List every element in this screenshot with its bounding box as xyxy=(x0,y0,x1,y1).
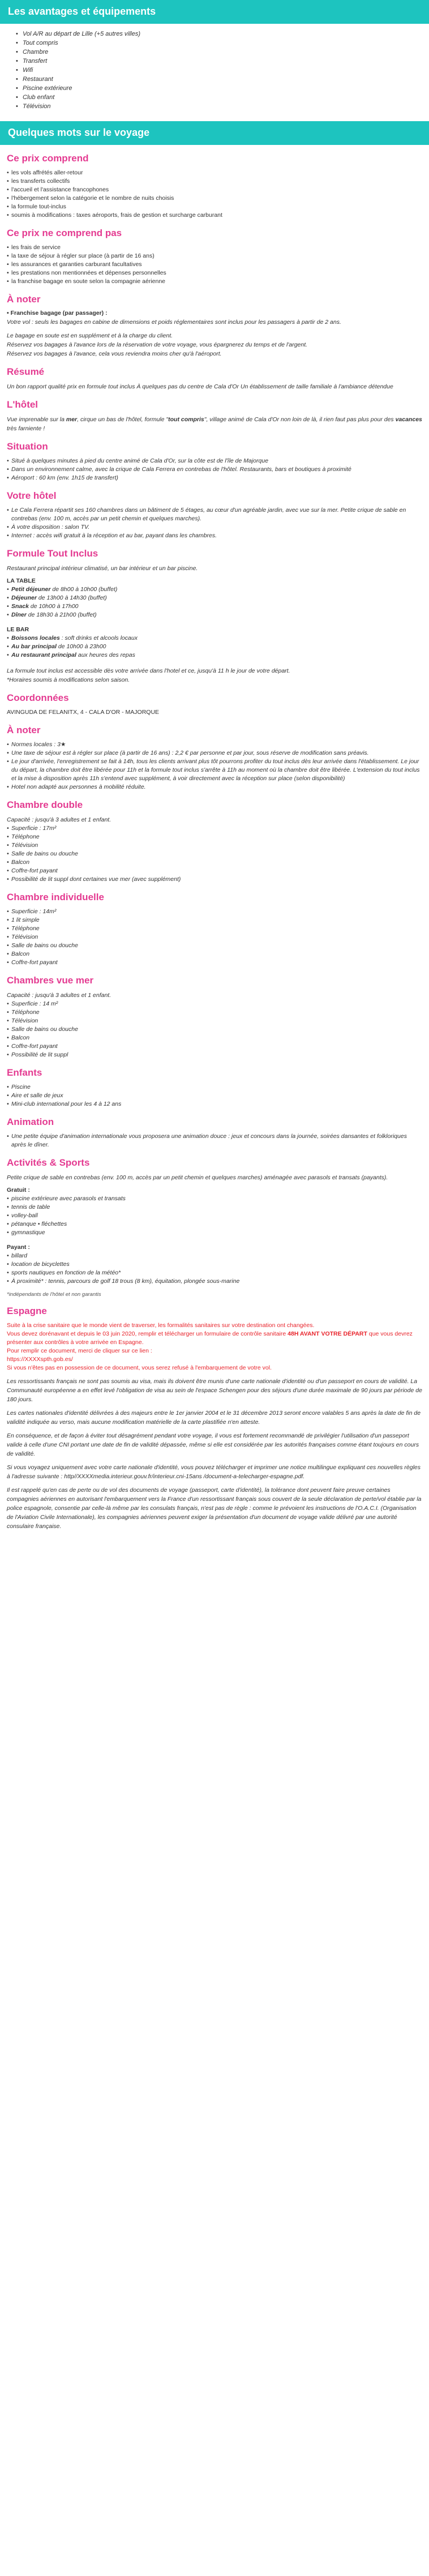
item-value: de 18h30 à 21h00 (buffet) xyxy=(26,611,97,618)
list-item: • Télévision xyxy=(7,1017,422,1025)
bar-label: LE BAR xyxy=(7,626,29,633)
list-item: • tennis de table xyxy=(7,1203,422,1212)
paragraph: Les ressortissants français ne sont pas soumis au visa, mais ils doivent être munis d'une carte nationale d'identité ou d'un passeport en cours de validité. La Communauté européenne a en effet levé l'obligation de visa au sein de l'espace Schengen pour des séjours d'une durée maximale de 90 jours par période de 180 jours. xyxy=(7,1378,422,1403)
bar-list xyxy=(7,634,422,660)
list-item: • sports nautiques en fonction de la météo* xyxy=(7,1269,422,1277)
list-item: • Le Cala Ferrera répartit ses 160 chambres dans un bâtiment de 5 étages, au cœur d'un agréable jardin, avec vue sur la mer. Petite crique de sable en contrebas (env. 100 m, accès par un petit chemin et quelques marches). xyxy=(7,506,422,523)
list-item: • la formule tout-inclus xyxy=(7,203,422,211)
list-item: • soumis à modifications : taxes aéroports, frais de gestion et surcharge carburant xyxy=(7,211,422,220)
item-label: Boissons locales xyxy=(11,635,60,641)
section-title-animation: Animation xyxy=(7,1116,54,1127)
list-item: • les frais de service xyxy=(7,243,422,252)
list-item: • la franchise bagage en soute selon la compagnie aérienne xyxy=(7,277,422,286)
list-item: • Télévision xyxy=(7,841,422,850)
list-item: • Piscine xyxy=(7,1083,422,1092)
list-item xyxy=(7,594,422,602)
list-item: • Téléphone xyxy=(7,833,422,841)
voyage-band: Quelques mots sur le voyage xyxy=(0,121,429,145)
gratuit-label: Gratuit : xyxy=(7,1187,30,1193)
list-item: • Piscine extérieure xyxy=(16,84,429,93)
item-value: de 13h00 à 14h30 (buffet) xyxy=(36,594,107,601)
list-item: • Une petite équipe d'animation internationale vous proposera une animation douce : jeux et concours dans la journée, soirées dansantes et folkloriques après le dîner. xyxy=(7,1132,422,1149)
list-item: • Wifi xyxy=(16,66,429,75)
list-item: • Télévision xyxy=(7,933,422,942)
section-title-enfants: Enfants xyxy=(7,1067,42,1078)
list-item: • Balcon xyxy=(7,858,422,867)
list-item xyxy=(7,643,422,651)
situation-list xyxy=(7,457,422,482)
item-value: de 10h00 à 17h00 xyxy=(28,603,79,610)
list-item: • les prestations non mentionnées et dépenses personnelles xyxy=(7,269,422,277)
list-item: • les assurances et garanties carburant facultatives xyxy=(7,260,422,269)
payant-label: Payant : xyxy=(7,1244,30,1251)
section-title-chambre-double: Chambre double xyxy=(7,799,83,810)
text-run: Vue imprenable sur la xyxy=(7,416,66,423)
paragraph: Un bon rapport qualité prix en formule tout inclus À quelques pas du centre de Cala d'Or Un établissement de taille familiale à l'ambiance détendue xyxy=(7,383,393,390)
item-label: Snack xyxy=(11,603,29,610)
list-item: • Superficie : 14 m² xyxy=(7,1000,422,1008)
sanitary-form-link[interactable]: https://XXXXspth.gob.es/ xyxy=(7,1356,73,1363)
item-value: : soft drinks et alcools locaux xyxy=(59,635,138,641)
list-item: • Vol A/R au départ de Lille (+5 autres villes) xyxy=(16,29,429,38)
text-run: , cirque un bas de l'hôtel, formule " xyxy=(77,416,169,423)
advantages-list xyxy=(16,29,429,111)
text-run-bold: vacances xyxy=(395,416,422,423)
alert-line: Si vous n'êtes pas en possession de ce document, vous serez refusé à l'embarquement de votre vol. xyxy=(7,1364,272,1371)
alert-line: Pour remplir ce document, merci de cliquer sur ce lien : xyxy=(7,1347,152,1354)
list-item: • Mini-club international pour les 4 à 12 ans xyxy=(7,1100,422,1109)
list-item: • Le jour d'arrivée, l'enregistrement se fait à 14h, tous les clients arrivant plus tôt pourrons profiter du tout inclus dès leur arrivée dans l'établissement. Le jour du départ, la chambre doit être libérée pour 11h et la formule tout inclus s'arrête à 11h au moment où la chambre doit être libérée. L'extension du tout inclus et la mise à disposition après 11h s'entend avec supplément, à voir directement avec la réception sur place (selon disponibilité) xyxy=(7,758,422,783)
section-title-a-noter: À noter xyxy=(7,294,41,305)
section-title-coordonnees: Coordonnées xyxy=(7,692,69,703)
votre-hotel-list xyxy=(7,506,422,540)
sanitary-alert xyxy=(7,1321,422,1372)
list-item: • Coffre-fort payant xyxy=(7,958,422,967)
a-noter-list xyxy=(7,741,422,791)
list-item: • Possibilité de lit suppl xyxy=(7,1051,422,1059)
list-item: • Coffre-fort payant xyxy=(7,867,422,875)
paragraph: Réservez vos bagages à l'avance, cela vous reviendra moins cher qu'à l'aéroport. xyxy=(7,350,222,357)
paragraph: En conséquence, et de façon à éviter tout désagrément pendant votre voyage, il vous est fortement recommandé de privilégier l'utilisation d'un passeport valide à celle d'une CNI portant une date de fin de validité dépassée, même si elle est considérée par les autorités françaises comme étant toujours en cours de validité. xyxy=(7,1432,419,1457)
list-item: • Salle de bains ou douche xyxy=(7,850,422,858)
paragraph: Restaurant principal intérieur climatisé, un bar intérieur et un bar piscine. xyxy=(7,565,198,572)
section-title-activites: Activités & Sports xyxy=(7,1157,90,1168)
table-label: LA TABLE xyxy=(7,577,36,584)
paragraph: Il est rappelé qu'en cas de perte ou de vol des documents de voyage (passeport, carte d'identité), la tolérance dont peuvent faire preuve certaines compagnies aériennes en autorisant l'embarquement vers la France d'un ressortissant français sous couvert de la seule déclaration de perte/vol établie par la police espagnole, consentie par celle-là même par les consulats français, n'est pas de règle : comme le prévoient les instructions de l'O.A.C.I. (Organisation de l'Aviation Civile Internationale), les compagnies aériennes peuvent exiger la présentation d'un document de voyage valide délivré par une autorité consulaire française. xyxy=(7,1487,422,1530)
text-run: ", village animé de Cala d'Or non loin de là, il rien faut pas plus pour des xyxy=(204,416,396,423)
paragraph: *Horaires soumis à modifications selon saison. xyxy=(7,677,130,683)
payant-list xyxy=(7,1252,422,1286)
list-item: • Situé à quelques minutes à pied du centre animé de Cala d'Or, sur la côte est de l'île de Majorque xyxy=(7,457,422,465)
list-item: • Salle de bains ou douche xyxy=(7,1025,422,1034)
section-title-hotel: L'hôtel xyxy=(7,399,38,410)
list-item: • Balcon xyxy=(7,1034,422,1042)
section-title-votre-hotel: Votre hôtel xyxy=(7,490,57,501)
section-title-formule: Formule Tout Inclus xyxy=(7,548,98,559)
item-label: Déjeuner xyxy=(11,594,37,601)
section-title-resume: Résumé xyxy=(7,366,45,377)
list-item: • les transferts collectifs xyxy=(7,177,422,186)
list-item: • Superficie : 14m² xyxy=(7,908,422,916)
paragraph: La formule tout inclus est accessible dès votre arrivée dans l'hotel et ce, jusqu'à 11 h le jour de votre départ. xyxy=(7,667,290,674)
paragraph: Réservez vos bagages à l'avance lors de la réservation de votre voyage, vous épargnerez du temps et de l'argent. xyxy=(7,341,308,348)
chambre-individuelle-list xyxy=(7,908,422,967)
prix-ne-comprend-list xyxy=(7,243,422,286)
text-run-bold: 48H AVANT VOTRE DÉPART xyxy=(288,1330,367,1337)
section-title-chambres-vue-mer: Chambres vue mer xyxy=(7,975,94,986)
list-item: • Aire et salle de jeux xyxy=(7,1092,422,1100)
chambres-vue-mer-list xyxy=(7,1000,422,1059)
section-title-situation: Situation xyxy=(7,441,48,452)
list-item xyxy=(7,602,422,611)
list-item: • Aéroport : 60 km (env. 1h15 de transfert) xyxy=(7,474,422,482)
text-run: Vous devez dorénavant et depuis le 03 juin 2020, remplir et télécharger un formulaire de contrôle sanitaire xyxy=(7,1330,288,1337)
list-item: • gymnastique xyxy=(7,1229,422,1237)
text-run-bold: mer xyxy=(66,416,78,423)
footnote: *indépendants de l'hôtel et non garantis xyxy=(7,1291,101,1298)
list-item: • Normes locales : 3★ xyxy=(7,741,422,749)
item-value: aux heures des repas xyxy=(76,652,135,658)
section-title-espagne: Espagne xyxy=(7,1306,47,1316)
enfants-list xyxy=(7,1083,422,1109)
list-item: • Dans un environnement calme, avec la crique de Cala Ferrera en contrebas de l'hôtel. Restaurants, bars et boutiques à proximité xyxy=(7,465,422,474)
paragraph: Les cartes nationales d'identité délivrées à des majeurs entre le 1er janvier 2004 et le 31 décembre 2013 seront encore valables 5 ans après la date de fin de validité indiquée au verso, mais aucune modification matérielle de la carte plastifiée n'en atteste. xyxy=(7,1410,421,1426)
list-item: • Possibilité de lit suppl dont certaines vue mer (avec supplément) xyxy=(7,875,422,884)
capacity: Capacité : jusqu'à 3 adultes et 1 enfant. xyxy=(7,992,111,999)
list-item: • l'hébergement selon la catégorie et le nombre de nuits choisis xyxy=(7,194,422,203)
item-label: Au bar principal xyxy=(11,643,57,650)
item-label: Petit déjeuner xyxy=(11,586,51,593)
list-item: • Balcon xyxy=(7,950,422,958)
paragraph: Petite crique de sable en contrebas (env. 100 m, accès par un petit chemin et quelques marches) aménagée avec parasols et transats (payants). xyxy=(7,1174,388,1181)
list-item: • Transfert xyxy=(16,57,429,66)
list-item xyxy=(7,585,422,594)
list-item: • À proximité* : tennis, parcours de golf 18 trous (8 km), équitation, plongée sous-marine xyxy=(7,1277,422,1286)
animation-list xyxy=(7,1132,422,1149)
list-item: • Téléphone xyxy=(7,925,422,933)
advantages-band: Les avantages et équipements xyxy=(0,0,429,24)
item-value: de 10h00 à 23h00 xyxy=(56,643,106,650)
list-item: • Chambre xyxy=(16,48,429,57)
section-title-prix-ne-comprend: Ce prix ne comprend pas xyxy=(7,228,122,238)
list-item: • Télévision xyxy=(16,102,429,111)
list-item: • Restaurant xyxy=(16,75,429,84)
list-item xyxy=(7,611,422,619)
text-run: que vous devrez présenter aux contrôles à votre arrivée en Espagne. xyxy=(7,1330,413,1346)
list-item: • Une taxe de séjour est à régler sur place (à partir de 16 ans) : 2,2 € par personne et par jour, sous réserve de modification sans préavis. xyxy=(7,749,422,758)
text-run: très farniente ! xyxy=(7,425,45,432)
list-item: • Superficie : 17m² xyxy=(7,824,422,833)
gratuit-list xyxy=(7,1195,422,1237)
paragraph: Votre vol : seuls les bagages en cabine de dimensions et poids réglementaires sont inclus pour les passagers à partir de 2 ans. xyxy=(7,319,341,326)
list-item: • billard xyxy=(7,1252,422,1260)
item-label: Au restaurant principal xyxy=(11,652,76,658)
list-item: • Club enfant xyxy=(16,93,429,102)
list-item: • les vols affrétés aller-retour xyxy=(7,169,422,177)
list-item xyxy=(7,651,422,660)
list-item: • Tout compris xyxy=(16,38,429,48)
paragraph: Si vous voyagez uniquement avec votre carte nationale d'identité, vous pouvez télécharger et imprimer une notice multilingue expliquant ces nouvelles règles à l'adresse suivante : http//XXXXmedia.interieur.gouv.fr/interieur.cni-15ans /document-a-telecharger-espagne.pdf. xyxy=(7,1464,421,1480)
alert-line xyxy=(7,1330,422,1347)
table-list xyxy=(7,585,422,619)
list-item: • Internet : accès wifi gratuit à la réception et au bar, payant dans les chambres. xyxy=(7,532,422,540)
capacity: Capacité : jusqu'à 3 adultes et 1 enfant. xyxy=(7,816,111,823)
prix-comprend-list xyxy=(7,169,422,220)
hotel-paragraph xyxy=(7,415,422,433)
list-item: • piscine extérieure avec parasols et transats xyxy=(7,1195,422,1203)
chambre-double-list xyxy=(7,824,422,884)
list-item: • volley-ball xyxy=(7,1212,422,1220)
text-run-bold: tout compris xyxy=(168,416,204,423)
list-item xyxy=(7,634,422,643)
item-value: de 8h00 à 10h00 (buffet) xyxy=(50,586,118,593)
list-item: • Coffre-fort payant xyxy=(7,1042,422,1051)
list-item: • Hotel non adapté aux personnes à mobilité réduite. xyxy=(7,783,422,791)
list-item: • la taxe de séjour à régler sur place (à partir de 16 ans) xyxy=(7,252,422,260)
list-item: • location de bicyclettes xyxy=(7,1260,422,1269)
list-item: • 1 lit simple xyxy=(7,916,422,925)
list-item: • À votre disposition : salon TV. xyxy=(7,523,422,532)
voyage-content xyxy=(0,145,429,1531)
section-title-a-noter-2: À noter xyxy=(7,725,41,735)
franchise-label: • Franchise bagage (par passager) : xyxy=(7,310,108,316)
section-title-chambre-individuelle: Chambre individuelle xyxy=(7,892,104,902)
section-title-prix-comprend: Ce prix comprend xyxy=(7,153,89,164)
alert-line: Suite à la crise sanitaire que le monde vient de traverser, les formalités sanitaires sur votre destination ont changées. xyxy=(7,1322,315,1329)
list-item: • pétanque • fléchettes xyxy=(7,1220,422,1229)
paragraph: Le bagage en soute est en supplément et à la charge du client. xyxy=(7,332,173,339)
list-item: • l'accueil et l'assistance francophones xyxy=(7,186,422,194)
address: AVINGUDA DE FELANITX, 4 - CALA D'OR - MAJORQUE xyxy=(7,709,160,716)
list-item: • Salle de bains ou douche xyxy=(7,942,422,950)
list-item: • Téléphone xyxy=(7,1008,422,1017)
item-label: Dîner xyxy=(11,611,27,618)
